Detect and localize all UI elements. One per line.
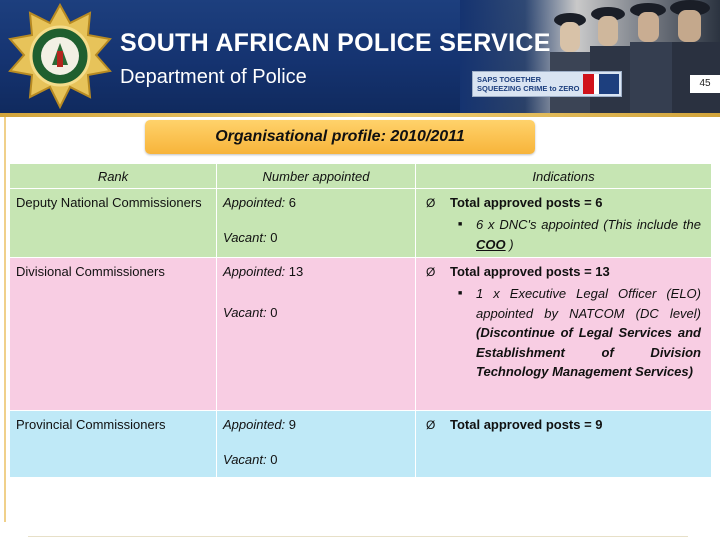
app-title: SOUTH AFRICAN POLICE SERVICE [120,29,551,57]
column-header-rank: Rank [10,164,217,189]
rank-text: Provincial Commissioners [16,417,166,432]
appointed-value: 6 [288,195,297,210]
rank-text: Deputy National Commissioners [16,195,202,210]
column-header-number-appointed: Number appointed [217,164,416,189]
organisational-profile-table [9,163,712,478]
rank-cell [10,411,217,478]
table-row [10,258,712,411]
indications-cell [416,189,712,258]
detail-text: 1 x Executive Legal Officer (ELO) appointed by NATCOM (DC level) [476,286,701,321]
slogan-banner [472,71,622,97]
detail-text: 6 x DNC's appointed (This include the [476,217,701,232]
sub-bullet [458,284,701,382]
total-approved-posts: Total approved posts = 6 [450,195,603,210]
column-header-indications: Indications [416,164,712,189]
rank-cell [10,189,217,258]
number-cell [217,189,416,258]
vacant-line [223,230,411,245]
section-heading [145,120,535,154]
rank-text: Divisional Commissioners [16,264,165,279]
vacant-line [223,305,411,320]
detail-text-end: ) [505,236,514,252]
left-border [4,117,6,522]
table-header-row [10,164,712,189]
vacant-line [223,452,411,467]
number-cell [217,411,416,478]
indication-detail [476,284,701,382]
appointed-label: Appointed: [223,195,286,210]
page-number: 45 [690,75,720,93]
vacant-label: Vacant: [223,230,267,245]
sub-bullet [458,215,701,254]
saps-star-badge-icon [8,3,112,109]
total-line [426,264,701,279]
arrow-bullet-icon: Ø [426,418,436,432]
section-heading-text: Organisational profile: 2010/2011 [215,128,465,145]
total-approved-posts: Total approved posts = 13 [450,264,610,279]
footer-divider [28,536,688,537]
table-row [10,189,712,258]
total-approved-posts: Total approved posts = 9 [450,417,603,432]
indications-cell [416,411,712,478]
square-bullet-icon: ■ [458,221,463,228]
header-banner [0,0,720,113]
vacant-value: 0 [270,305,278,320]
app-subtitle: Department of Police [120,66,307,88]
arrow-bullet-icon: Ø [426,196,436,210]
number-cell [217,258,416,411]
vacant-value: 0 [270,230,278,245]
appointed-label: Appointed: [223,264,286,279]
vacant-label: Vacant: [223,305,267,320]
appointed-label: Appointed: [223,417,286,432]
total-line [426,195,701,210]
vacant-value: 0 [270,452,278,467]
appointed-value: 9 [288,417,297,432]
total-line [426,417,701,432]
coo-underlined: COO [476,236,506,252]
vacant-label: Vacant: [223,452,267,467]
arrow-bullet-icon: Ø [426,265,436,279]
flag-icon [583,74,619,94]
slogan-line1: SAPS TOGETHER [477,75,542,84]
square-bullet-icon: ■ [458,290,463,297]
table-row [10,411,712,478]
indication-detail [476,215,701,254]
appointed-value: 13 [288,264,304,279]
indications-cell [416,258,712,411]
slogan-line2: SQUEEZING CRIME to ZERO [477,84,580,93]
slogan-text [477,75,580,93]
header-divider [0,113,720,117]
detail-bold-text: (Discontinue of Legal Services and Establishment of Division Technology Management Services) [476,325,701,379]
rank-cell [10,258,217,411]
